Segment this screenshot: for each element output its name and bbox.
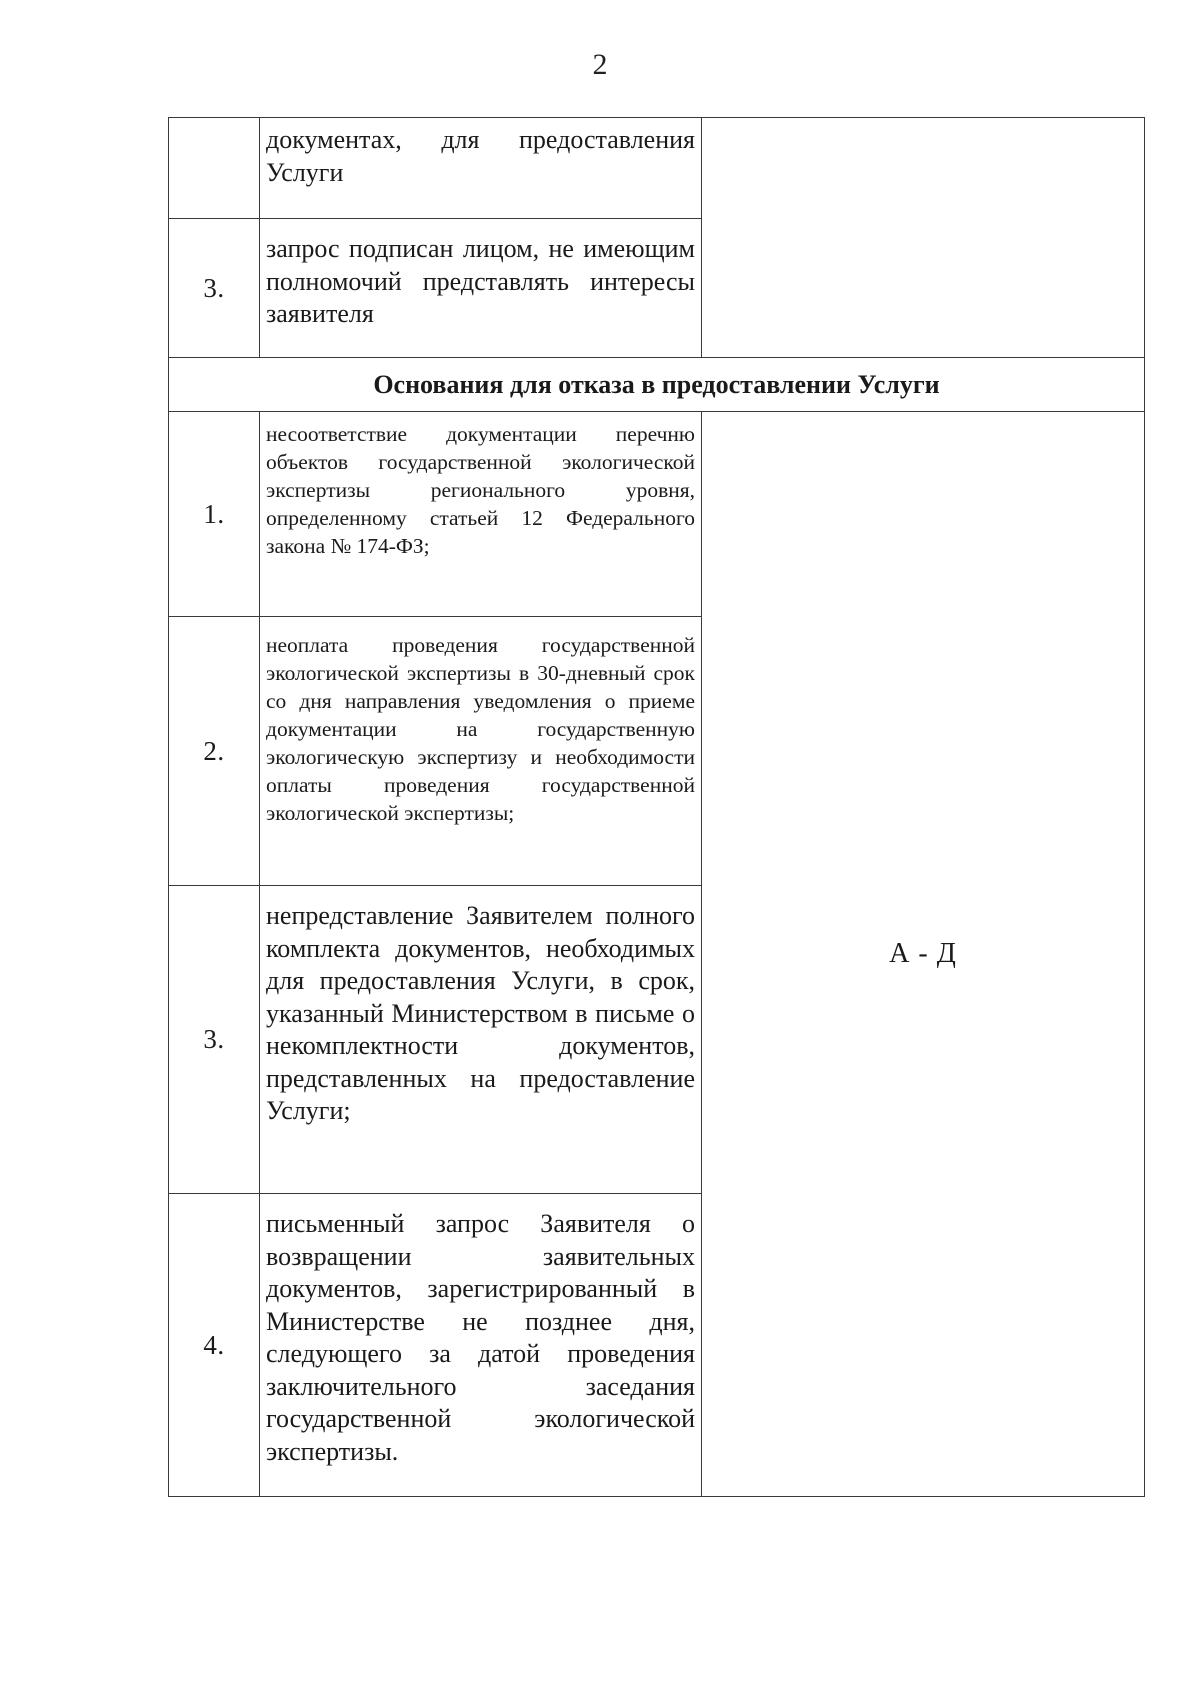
- row-number: 1.: [169, 412, 260, 617]
- row-number: [169, 118, 260, 219]
- section-header: Основания для отказа в предоставлении Услуги: [169, 358, 1145, 412]
- row-number: 2.: [169, 617, 260, 886]
- table-row: [169, 412, 1145, 617]
- row-number: 3.: [169, 886, 260, 1194]
- table-row: [169, 118, 1145, 219]
- row-number: 3.: [169, 219, 260, 358]
- row-number: 4.: [169, 1194, 260, 1497]
- page-number: 2: [592, 48, 608, 81]
- refusal-code: А - Д: [702, 412, 1145, 1497]
- row-text: несоответствие документации перечню объектов государственной экологической экспертизы регионального уровня, определенному статьей 12 Федерального закона № 174-ФЗ;: [260, 412, 702, 617]
- row-text: документах, для предоставления Услуги: [260, 118, 702, 219]
- grounds-table: [168, 117, 1145, 1497]
- row-text: письменный запрос Заявителя о возвращении заявительных документов, зарегистрированный в Министерстве не позднее дня, следующего за датой проведения заключительного заседания государственной экологической экспертизы.: [260, 1194, 702, 1497]
- row-text: непредставление Заявителем полного комплекта документов, необходимых для предоставления Услуги, в срок, указанный Министерством в письме о некомплектности документов, представленных на предоставление Услуги;: [260, 886, 702, 1194]
- section-header-row: [169, 358, 1145, 412]
- row-text: запрос подписан лицом, не имеющим полномочий представлять интересы заявителя: [260, 219, 702, 358]
- row-text: неоплата проведения государственной экологической экспертизы в 30-дневный срок со дня направления уведомления о приеме документации на государственную экологическую экспертизу и необходимости оплаты проведения государственной экологической экспертизы;: [260, 617, 702, 886]
- empty-code-cell: [702, 118, 1145, 358]
